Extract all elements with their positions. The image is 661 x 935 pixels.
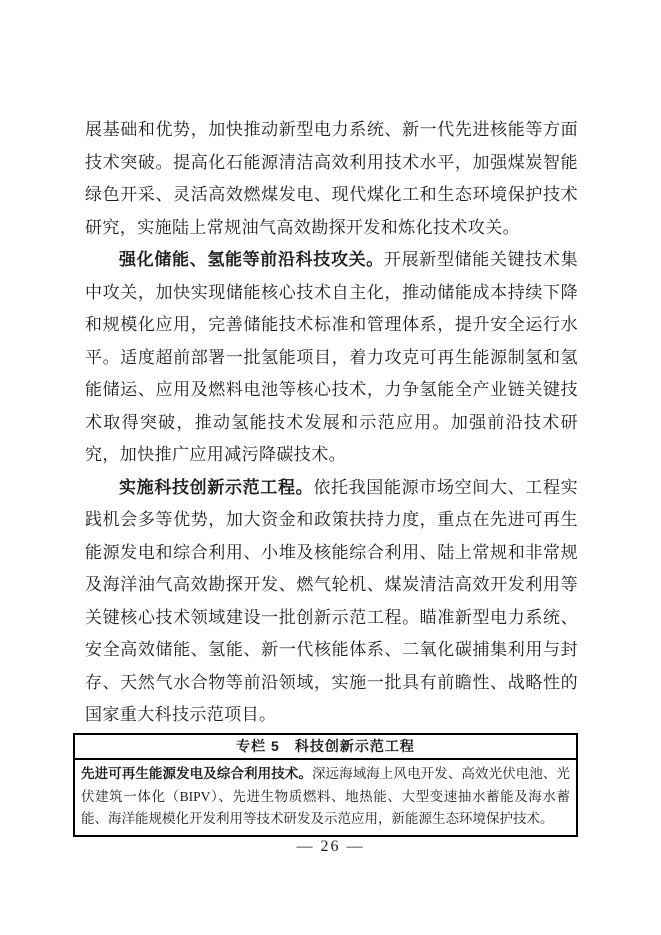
page-number: — 26 — bbox=[296, 838, 365, 855]
paragraph bbox=[85, 472, 578, 732]
paragraphs bbox=[85, 114, 578, 732]
column-box-lead: 先进可再生能源发电及综合利用技术。 bbox=[81, 766, 312, 781]
paragraph-lead: 实施科技创新示范工程。 bbox=[119, 477, 314, 497]
column-box-text: 深远海域海上风电开发、高效光伏电池、光伏建筑一体化（BIPV）、先进生物质燃料、地热能、大型变速抽水蓄能及海水蓄能、海洋能规模化开发利用等技术研发及示范应用，新能源生态环境保护技术。 bbox=[81, 766, 571, 826]
paragraph-lead: 强化储能、氢能等前沿科技攻关。 bbox=[119, 250, 384, 269]
column-box-title: 专栏 5 科技创新示范工程 bbox=[75, 735, 576, 760]
paragraph bbox=[85, 114, 578, 244]
column-box bbox=[73, 733, 578, 837]
paragraph-text: 开展新型储能关键技术集中攻关，加快实现储能核心技术自主化，推动储能成本持续下降和规模化应用，完善储能技术标准和管理体系，提升安全运行水平。适度超前部署一批氢能项目，着力攻克可再生能源制氢和氢能储运、应用及燃料电池等核心技术，力争氢能全产业链关键技术取得突破，推动氢能技术发展和示范应用。加强前沿技术研究，加快推广应用减污降碳技术。 bbox=[85, 250, 579, 464]
text-block bbox=[85, 114, 578, 732]
column-box-body bbox=[75, 760, 576, 835]
paragraph bbox=[85, 244, 578, 472]
paragraph-text: 展基础和优势，加快推动新型电力系统、新一代先进核能等方面技术突破。提高化石能源清洁高效利用技术水平，加强煤炭智能绿色开采、灵活高效燃煤发电、现代煤化工和生态环境保护技术研究，实施陆上常规油气高效勘探开发和炼化技术攻关。 bbox=[85, 120, 578, 237]
paragraph-text: 依托我国能源市场空间大、工程实践机会多等优势，加大资金和政策扶持力度，重点在先进可再生能源发电和综合利用、小堆及核能综合利用、陆上常规和非常规及海洋油气高效勘探开发、燃气轮机、煤炭清洁高效开发利用等关键核心技术领域建设一批创新示范工程。瞄准新型电力系统、安全高效储能、氢能、新一代核能体系、二氧化碳捕集利用与封存、天然气水合物等前沿领域，实施一批具有前瞻性、战略性的国家重大科技示范项目。 bbox=[85, 477, 579, 724]
